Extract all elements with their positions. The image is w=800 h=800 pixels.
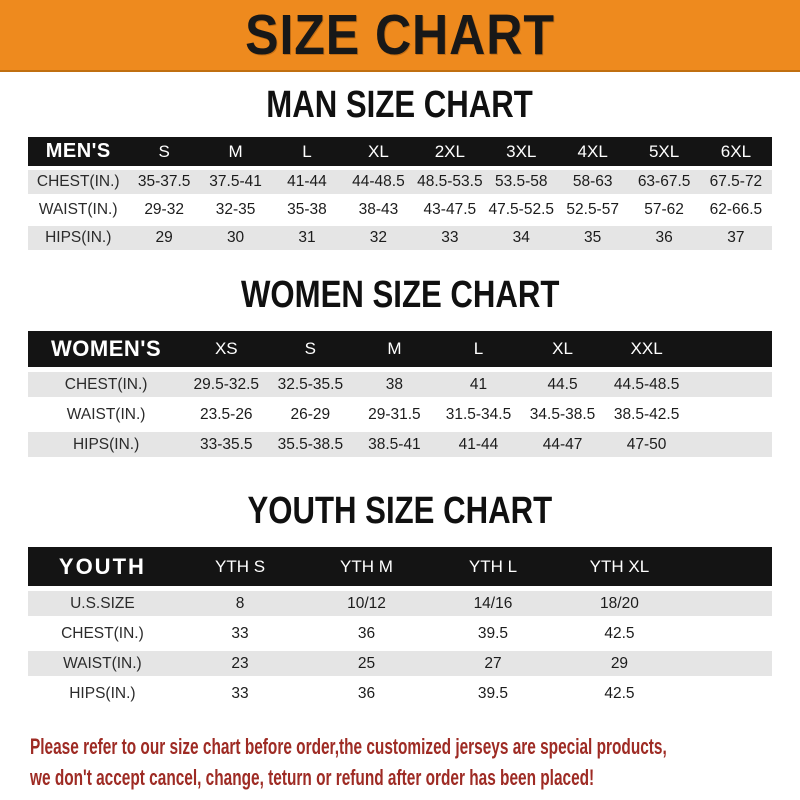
table-header-label: WOMEN'S [28, 331, 184, 367]
size-column-header: S [268, 331, 352, 367]
value-cell: 35.5-38.5 [268, 432, 352, 457]
size-column-header: YTH L [430, 547, 556, 586]
value-cell: 27 [430, 651, 556, 676]
value-cell: 48.5-53.5 [414, 170, 485, 194]
value-cell: 33-35.5 [184, 432, 268, 457]
row-label-cell: HIPS(IN.) [28, 432, 184, 457]
row-label-cell: WAIST(IN.) [28, 198, 128, 222]
table-header-row [28, 331, 772, 367]
note-line-2: we don't accept cancel, change, teturn or refund after order has been placed! [30, 765, 595, 791]
band-filler [689, 331, 772, 367]
women-size-chart-heading-text: WOMEN SIZE CHART [240, 274, 560, 316]
value-cell: 39.5 [430, 681, 556, 706]
filler-cell [683, 681, 772, 706]
measurement-row [28, 226, 772, 250]
size-column-header: YTH M [303, 547, 429, 586]
value-cell: 41-44 [436, 432, 520, 457]
row-label-cell: HIPS(IN.) [28, 226, 128, 250]
size-column-header: L [271, 137, 342, 166]
row-label-cell: WAIST(IN.) [28, 402, 184, 427]
value-cell: 41-44 [271, 170, 342, 194]
value-cell: 62-66.5 [700, 198, 772, 222]
size-column-header: 3XL [486, 137, 557, 166]
value-cell: 36 [303, 681, 429, 706]
row-label-cell: CHEST(IN.) [28, 621, 177, 646]
table-header-row [28, 547, 772, 586]
men-size-table [28, 133, 772, 254]
row-label-cell: U.S.SIZE [28, 591, 177, 616]
filler-cell [683, 651, 772, 676]
value-cell: 23 [177, 651, 303, 676]
value-cell: 29 [556, 651, 682, 676]
value-cell: 35 [557, 226, 628, 250]
value-cell: 8 [177, 591, 303, 616]
size-column-header: S [128, 137, 199, 166]
row-label-cell: HIPS(IN.) [28, 681, 177, 706]
value-cell: 38 [352, 372, 436, 397]
value-cell: 36 [628, 226, 699, 250]
value-cell: 36 [303, 621, 429, 646]
value-cell: 63-67.5 [628, 170, 699, 194]
filler-cell [683, 591, 772, 616]
value-cell: 44.5-48.5 [605, 372, 689, 397]
table-header-row [28, 137, 772, 166]
value-cell: 44.5 [521, 372, 605, 397]
value-cell: 57-62 [628, 198, 699, 222]
value-cell: 25 [303, 651, 429, 676]
women-size-chart-heading [0, 276, 800, 314]
measurement-row [28, 402, 772, 427]
value-cell: 31.5-34.5 [436, 402, 520, 427]
table-header-label: MEN'S [28, 137, 128, 166]
man-size-chart-heading-text: MAN SIZE CHART [266, 84, 534, 126]
value-cell: 32 [343, 226, 414, 250]
value-cell: 35-37.5 [128, 170, 199, 194]
value-cell: 37.5-41 [200, 170, 271, 194]
size-column-header: M [200, 137, 271, 166]
filler-cell [683, 621, 772, 646]
measurement-row [28, 681, 772, 706]
filler-cell [689, 372, 772, 397]
value-cell: 67.5-72 [700, 170, 772, 194]
value-cell: 18/20 [556, 591, 682, 616]
value-cell: 47-50 [605, 432, 689, 457]
size-column-header: 2XL [414, 137, 485, 166]
value-cell: 52.5-57 [557, 198, 628, 222]
value-cell: 10/12 [303, 591, 429, 616]
value-cell: 29-32 [128, 198, 199, 222]
measurement-row [28, 621, 772, 646]
value-cell: 37 [700, 226, 772, 250]
size-column-header: 4XL [557, 137, 628, 166]
size-column-header: YTH XL [556, 547, 682, 586]
value-cell: 29 [128, 226, 199, 250]
value-cell: 38.5-41 [352, 432, 436, 457]
value-cell: 33 [177, 681, 303, 706]
value-cell: 41 [436, 372, 520, 397]
women-size-table [28, 326, 772, 462]
value-cell: 34 [486, 226, 557, 250]
measurement-row [28, 432, 772, 457]
value-cell: 23.5-26 [184, 402, 268, 427]
value-cell: 26-29 [268, 402, 352, 427]
value-cell: 39.5 [430, 621, 556, 646]
measurement-row [28, 170, 772, 194]
size-column-header: 6XL [700, 137, 772, 166]
value-cell: 29.5-32.5 [184, 372, 268, 397]
value-cell: 32.5-35.5 [268, 372, 352, 397]
size-column-header: L [436, 331, 520, 367]
value-cell: 34.5-38.5 [521, 402, 605, 427]
value-cell: 30 [200, 226, 271, 250]
value-cell: 53.5-58 [486, 170, 557, 194]
value-cell: 35-38 [271, 198, 342, 222]
value-cell: 29-31.5 [352, 402, 436, 427]
value-cell: 33 [177, 621, 303, 646]
value-cell: 43-47.5 [414, 198, 485, 222]
value-cell: 38.5-42.5 [605, 402, 689, 427]
size-column-header: XXL [605, 331, 689, 367]
value-cell: 44-47 [521, 432, 605, 457]
youth-size-chart-heading-text: YOUTH SIZE CHART [247, 490, 553, 532]
value-cell: 42.5 [556, 681, 682, 706]
size-column-header: XL [521, 331, 605, 367]
youth-size-chart-heading [0, 492, 800, 530]
filler-cell [689, 432, 772, 457]
value-cell: 58-63 [557, 170, 628, 194]
measurement-row [28, 372, 772, 397]
measurement-row [28, 651, 772, 676]
measurement-row [28, 198, 772, 222]
value-cell: 44-48.5 [343, 170, 414, 194]
value-cell: 47.5-52.5 [486, 198, 557, 222]
order-note [30, 731, 800, 793]
size-column-header: M [352, 331, 436, 367]
size-column-header: YTH S [177, 547, 303, 586]
measurement-row [28, 591, 772, 616]
size-column-header: 5XL [628, 137, 699, 166]
size-column-header: XS [184, 331, 268, 367]
value-cell: 33 [414, 226, 485, 250]
row-label-cell: CHEST(IN.) [28, 372, 184, 397]
filler-cell [689, 402, 772, 427]
value-cell: 31 [271, 226, 342, 250]
size-chart-banner [0, 0, 800, 72]
banner-title: SIZE CHART [245, 2, 555, 67]
value-cell: 38-43 [343, 198, 414, 222]
row-label-cell: CHEST(IN.) [28, 170, 128, 194]
man-size-chart-heading [0, 86, 800, 124]
band-filler [683, 547, 772, 586]
row-label-cell: WAIST(IN.) [28, 651, 177, 676]
size-column-header: XL [343, 137, 414, 166]
value-cell: 14/16 [430, 591, 556, 616]
value-cell: 42.5 [556, 621, 682, 646]
table-header-label: YOUTH [28, 547, 177, 586]
note-line-1: Please refer to our size chart before order,the customized jerseys are special products, [30, 734, 667, 759]
youth-size-table [28, 542, 772, 711]
value-cell: 32-35 [200, 198, 271, 222]
